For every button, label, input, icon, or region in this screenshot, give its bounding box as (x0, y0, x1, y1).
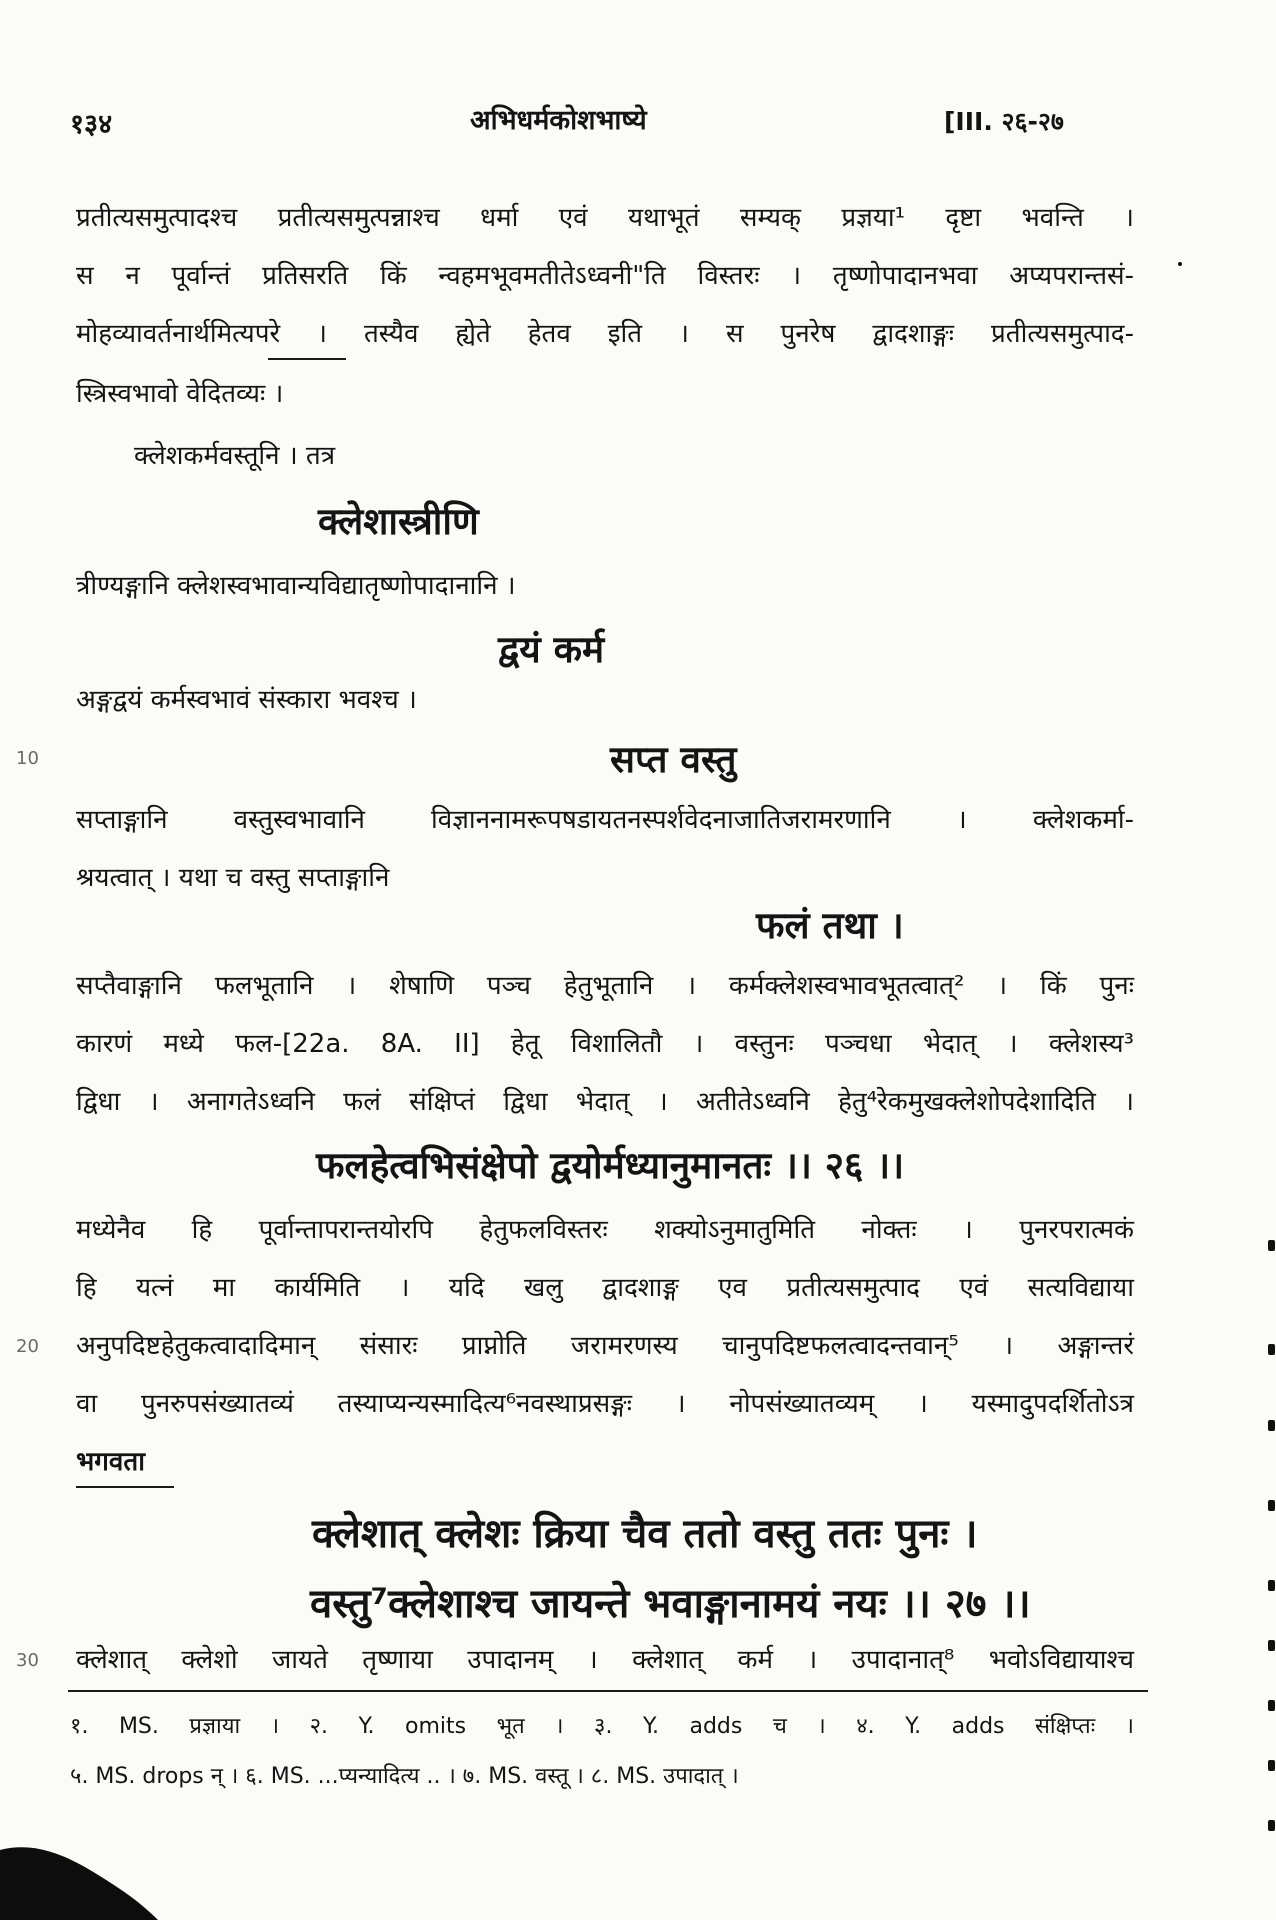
section-reference: [III. २६-२७ (944, 107, 1064, 136)
scan-mark (1268, 1640, 1275, 1651)
karika-27-line-2: वस्तु⁷क्लेशाश्च जायन्ते भवाङ्गानामयं नयः ।। २७ ।। (310, 1581, 1031, 1627)
body-line: स्त्रिस्वभावो वेदितव्यः । (76, 379, 284, 409)
body-line: श्रयत्वात् । यथा च वस्तु सप्ताङ्गानि (76, 863, 390, 893)
footnote-line: ५. MS. drops न् । ६. MS. ...प्यन्यादित्य .. । ७. MS. वस्तू । ८. MS. उपादात् । (70, 1764, 739, 1789)
body-line: मोहव्यावर्तनार्थमित्यपरे । तस्यैव ह्येते हेतव इति । स पुनरेष द्वादशाङ्गः प्रतीत्यसमुत्पाद- (76, 319, 1134, 349)
body-line: कारणं मध्ये फल-[22a. 8A. II] हेतू विशालितौ । वस्तुनः पञ्चधा भेदात् । क्लेशस्य³ (76, 1029, 1134, 1059)
verse-karma: द्वयं कर्म (498, 628, 605, 671)
body-line: सप्ताङ्गानि वस्तुस्वभावानि विज्ञाननामरूपषडायतनस्पर्शवेदनाजातिजरामरणानि । क्लेशकर्मा- (76, 805, 1134, 835)
running-title: अभिधर्मकोशभाष्ये (470, 105, 647, 136)
footnote-line: १. MS. प्रज्ञाया । २. Y. omits भूत । ३. Y. adds च । ४. Y. adds संक्षिप्तः । (70, 1714, 1134, 1739)
body-line: अङ्गद्वयं कर्मस्वभावं संस्कारा भवश्च । (76, 685, 417, 715)
karika-26: फलहेत्वभिसंक्षेपो द्वयोर्मध्यानुमानतः ।। २६ ।। (316, 1144, 905, 1187)
body-line: हि यत्नं मा कार्यमिति । यदि खलु द्वादशाङ्ग एव प्रतीत्यसमुत्पाद एवं सत्यविद्याया (76, 1273, 1134, 1303)
body-line: सप्तैवाङ्गानि फलभूतानि । शेषाणि पञ्च हेतुभूतानि । कर्मक्लेशस्वभावभूतत्वात्² । किं पुनः (76, 971, 1134, 1001)
margin-line-number: 20 (16, 1336, 39, 1357)
body-line: भगवता (76, 1447, 145, 1477)
scan-mark (1268, 1820, 1275, 1831)
verse-phala: फलं तथा । (756, 904, 904, 947)
verse-vastu: सप्त वस्तु (610, 738, 737, 781)
page-number: १३४ (70, 109, 113, 140)
scan-mark (1268, 1500, 1275, 1511)
body-line: स न पूर्वान्तं प्रतिसरति किं न्वहमभूवमतीतेऽध्वनी"ति विस्तरः । तृष्णोपादानभवा अप्यपरान्तसं- (76, 261, 1134, 291)
body-line: द्विधा । अनागतेऽध्वनि फलं संक्षिप्तं द्विधा भेदात् । अतीतेऽध्वनि हेतु⁴रेकमुखक्लेशोपदेशादिति । (76, 1087, 1134, 1117)
scan-mark (1268, 1760, 1275, 1771)
verse-kleshas: क्लेशास्त्रीणि (318, 500, 479, 543)
underline-rule (268, 358, 346, 360)
body-line: प्रतीत्यसमुत्पादश्च प्रतीत्यसमुत्पन्नाश्च धर्मा एवं यथाभूतं सम्यक् प्रज्ञया¹ दृष्टा भवन्ति । (76, 203, 1134, 233)
karika-27-line-1: क्लेशात् क्लेशः क्रिया चैव ततो वस्तु ततः पुनः । (312, 1511, 978, 1557)
body-line: मध्येनैव हि पूर्वान्तापरान्तयोरपि हेतुफलविस्तरः शक्योऽनुमातुमिति नोक्तः । पुनरपरात्मकं (76, 1215, 1134, 1245)
scan-mark (1268, 1240, 1275, 1251)
scan-mark (1178, 262, 1182, 266)
scan-shadow (0, 1830, 160, 1920)
body-line: वा पुनरुपसंख्यातव्यं तस्याप्यन्यस्मादित्य⁶नवस्थाप्रसङ्गः । नोपसंख्यातव्यम् । यस्मादुपदर्शितोऽत्र (76, 1389, 1134, 1419)
scan-mark (1268, 1580, 1275, 1591)
scan-mark (1268, 1700, 1275, 1711)
margin-line-number: 10 (16, 748, 39, 769)
footnote-divider (68, 1690, 1148, 1692)
body-line: त्रीण्यङ्गानि क्लेशस्वभावान्यविद्यातृष्णोपादानानि । (76, 571, 516, 601)
margin-line-number: 30 (16, 1650, 39, 1671)
scan-mark (1268, 1344, 1275, 1355)
body-line: क्लेशकर्मवस्तूनि । तत्र (134, 441, 336, 471)
underline-rule (76, 1486, 174, 1488)
scan-mark (1268, 1420, 1275, 1431)
body-line: अनुपदिष्टहेतुकत्वादादिमान् संसारः प्राप्नोति जरामरणस्य चानुपदिष्टफलत्वादन्तवान्⁵ । अङ्गान्तरं (76, 1331, 1134, 1361)
body-line: क्लेशात् क्लेशो जायते तृष्णाया उपादानम् । क्लेशात् कर्म । उपादानात्⁸ भवोऽविद्यायाश्च (76, 1645, 1134, 1675)
